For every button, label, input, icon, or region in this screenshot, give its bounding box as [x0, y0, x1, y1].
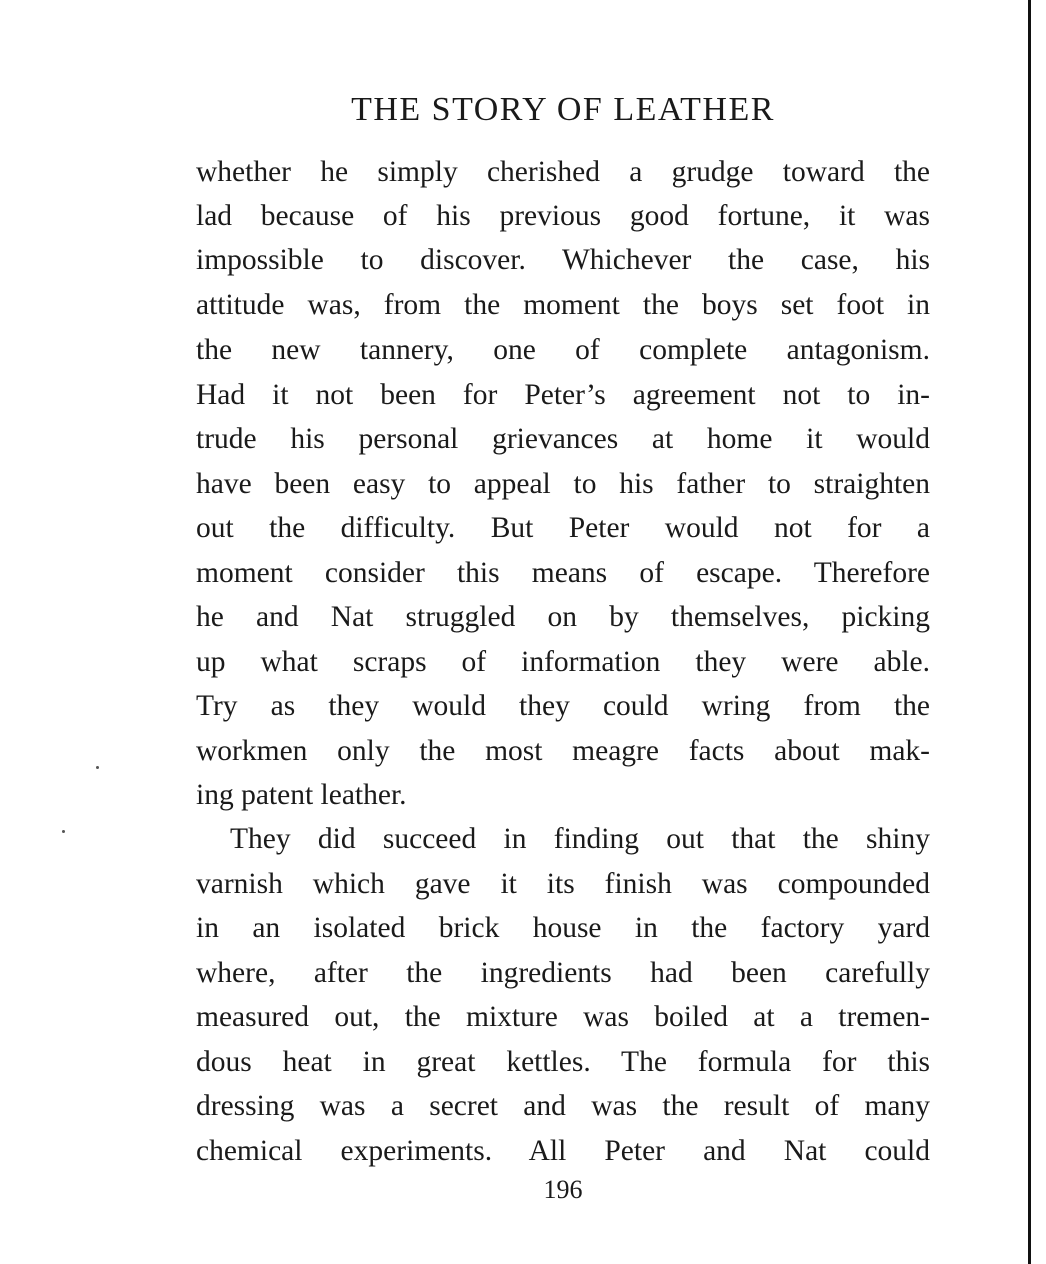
text-line: workmen only the most meagre facts about mak- [196, 735, 930, 767]
text-line: whether he simply cherished a grudge toward the [196, 156, 930, 188]
text-line: measured out, the mixture was boiled at a tremen- [196, 1001, 930, 1033]
page-number: 196 [543, 1175, 583, 1204]
text-line: moment consider this means of escape. Therefore [196, 557, 930, 589]
page-edge-line [1028, 0, 1031, 1264]
running-head: THE STORY OF LEATHER [351, 91, 775, 128]
text-line: out the difficulty. But Peter would not for a [196, 512, 930, 544]
text-line: up what scraps of information they were able. [196, 646, 930, 678]
text-line: ing patent leather. [196, 779, 407, 811]
text-line: lad because of his previous good fortune, it was [196, 200, 930, 232]
text-line: impossible to discover. Whichever the case, his [196, 244, 930, 276]
text-line: attitude was, from the moment the boys set foot in [196, 289, 930, 321]
text-line: in an isolated brick house in the factory yard [196, 912, 930, 944]
text-line: varnish which gave it its finish was compounded [196, 868, 930, 900]
text-line: chemical experiments. All Peter and Nat could [196, 1135, 930, 1167]
text-line: dressing was a secret and was the result of many [196, 1090, 930, 1122]
text-line: Try as they would they could wring from the [196, 690, 930, 722]
text-line: dous heat in great kettles. The formula for this [196, 1046, 930, 1078]
text-line: They did succeed in finding out that the shiny [230, 823, 930, 855]
text-line: he and Nat struggled on by themselves, picking [196, 601, 930, 633]
scan-speck [96, 766, 99, 769]
scan-speck [62, 830, 65, 833]
text-line: the new tannery, one of complete antagonism. [196, 334, 930, 366]
text-line: have been easy to appeal to his father to straighten [196, 468, 930, 500]
text-line: Had it not been for Peter’s agreement not to in- [196, 379, 930, 411]
text-line: trude his personal grievances at home it would [196, 423, 930, 455]
text-line: where, after the ingredients had been carefully [196, 957, 930, 989]
